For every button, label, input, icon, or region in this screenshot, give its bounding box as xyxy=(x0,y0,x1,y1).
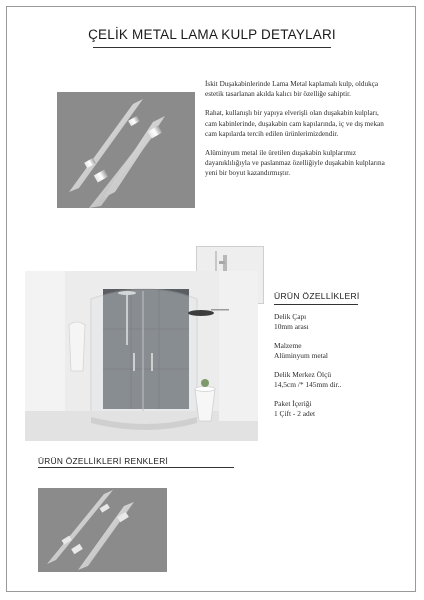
colors-underline xyxy=(38,467,234,468)
handle-product-image xyxy=(57,92,195,208)
spec-label: Delik Merkez Ölçü xyxy=(274,370,332,379)
description-paragraph: Rahat, kullanışlı bir yapıya elverişli olan duşakabin kulpları, cam kabinlerinde, duşakabin cam kapılarında, iç ve dış mekan cam kapılarda tercih edilen ürünlerimizdendir. xyxy=(205,109,384,138)
shower-cabin-scene-image xyxy=(25,271,258,441)
spec-item xyxy=(274,341,414,361)
spec-label: Malzeme xyxy=(274,341,302,350)
spec-item xyxy=(274,399,414,419)
spec-item xyxy=(274,370,414,390)
spec-label: Paket İçeriği xyxy=(274,399,312,408)
title-underline xyxy=(93,47,331,48)
product-description xyxy=(205,79,385,188)
spec-label: Delik Çapı xyxy=(274,312,307,321)
colors-heading: ÜRÜN ÖZELLİKLERİ RENKLERİ xyxy=(38,456,169,466)
spec-value: 14,5cm /* 145mm dir.. xyxy=(274,380,342,389)
page-title: ÇELİK METAL LAMA KULP DETAYLARI xyxy=(88,27,336,42)
spec-value: 1 Çift - 2 adet xyxy=(274,409,316,418)
description-paragraph: İskit Duşakabinlerinde Lama Metal kaplamalı kulp, oldukça estetik tasarlanan akılda kalıcı bir özelliğe sahiptir. xyxy=(205,80,379,99)
specs-heading: ÜRÜN ÖZELLİKLERİ xyxy=(274,291,360,301)
specs-underline xyxy=(274,304,358,305)
spec-value: 10mm arası xyxy=(274,322,309,331)
spec-item xyxy=(274,312,414,332)
description-paragraph: Alüminyum metal ile üretilen duşakabin kulplarımız dayanıklılığıyla ve paslanmaz özelliğiyle duşakabin kulplarına yeni bir boyut kazandırmıştır. xyxy=(205,149,385,178)
spec-value: Alüminyum metal xyxy=(274,351,328,360)
specs-list xyxy=(274,312,414,428)
handle-color-image xyxy=(38,488,167,572)
